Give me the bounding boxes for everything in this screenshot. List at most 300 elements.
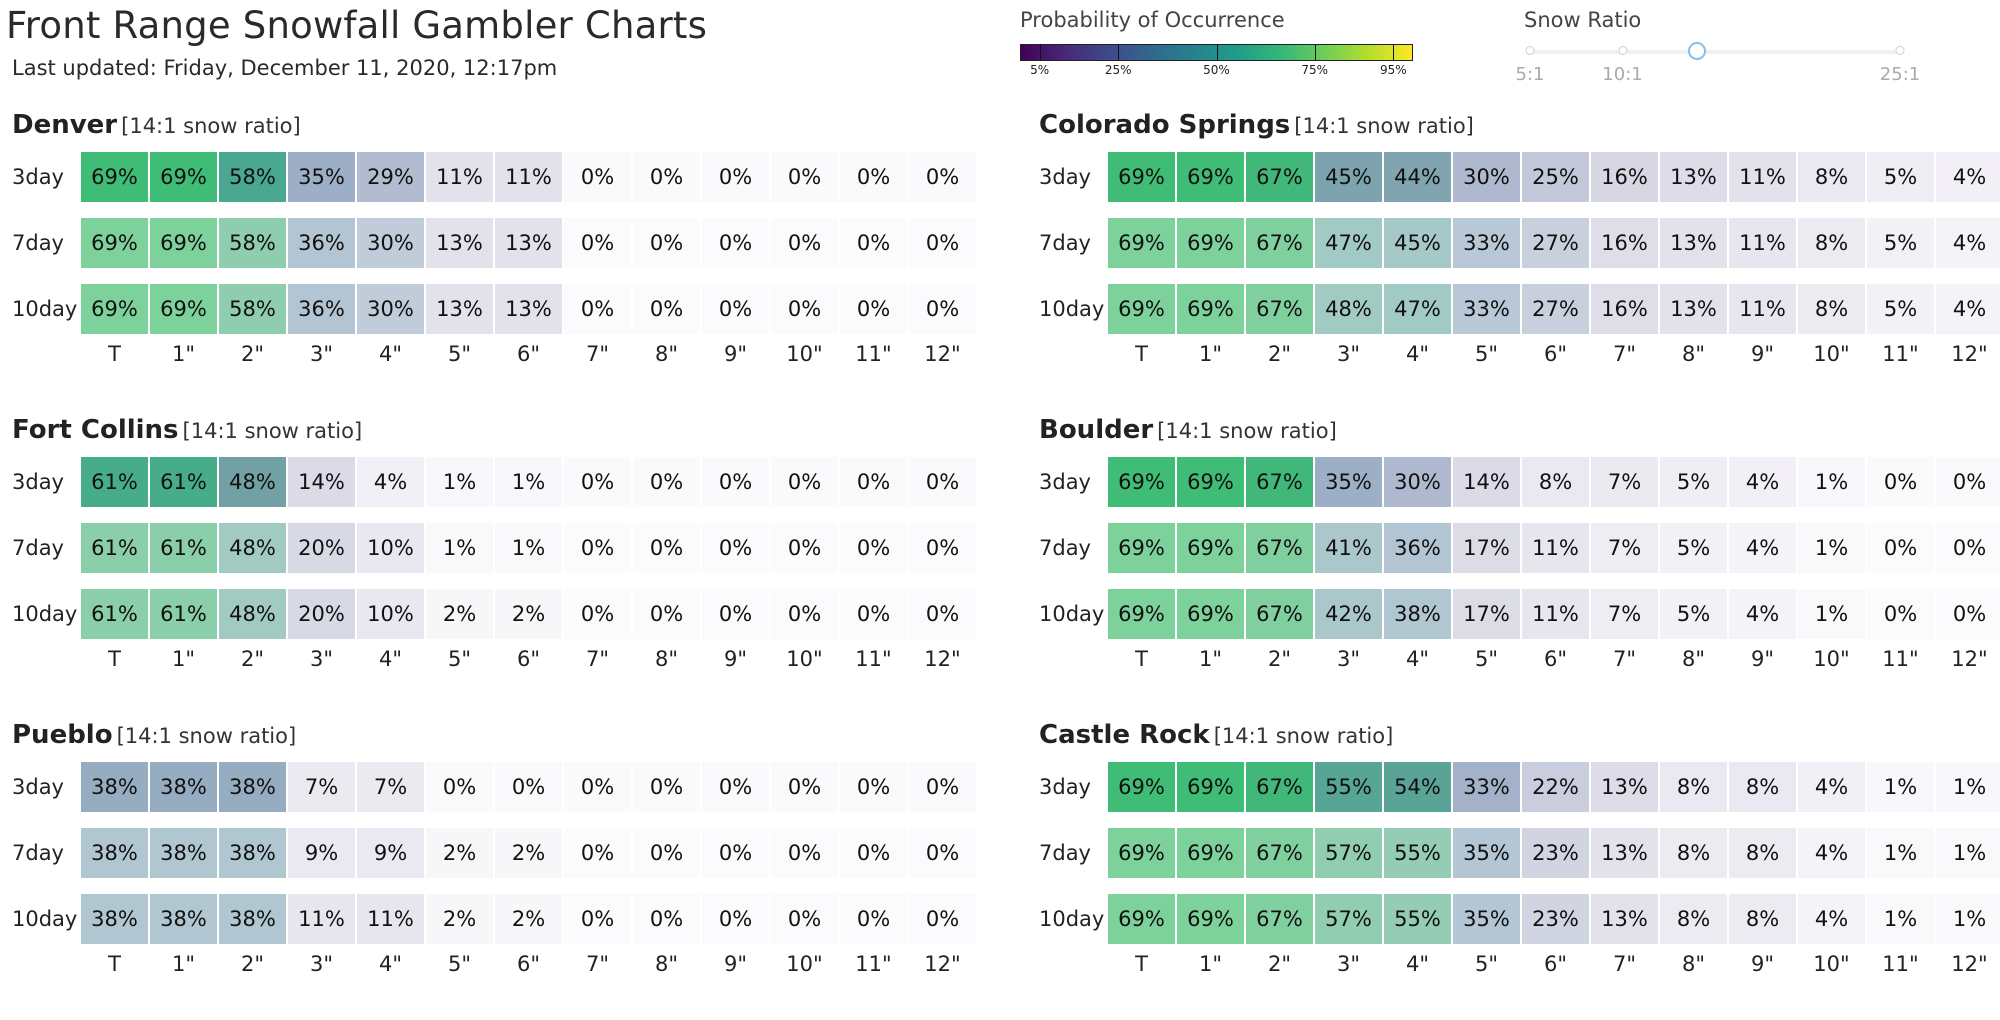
heatmap-cell: 4% bbox=[1936, 218, 2000, 268]
column-label: 4" bbox=[1405, 952, 1430, 976]
heatmap-cell: 38% bbox=[150, 762, 217, 812]
heatmap-cell: 9% bbox=[288, 828, 355, 878]
heatmap-cell: 69% bbox=[1108, 457, 1175, 507]
heatmap-cell: 69% bbox=[1177, 828, 1244, 878]
legend-tick bbox=[1217, 44, 1218, 61]
heatmap-cell: 69% bbox=[1108, 152, 1175, 202]
column-label: 5" bbox=[447, 952, 472, 976]
heatmap-cell: 4% bbox=[1798, 894, 1865, 944]
slider-handle[interactable] bbox=[1688, 42, 1706, 60]
panel-colorado-springs bbox=[1027, 110, 2000, 410]
panel-header bbox=[12, 720, 296, 750]
heatmap-cell: 0% bbox=[771, 894, 838, 944]
column-label: 9" bbox=[723, 342, 748, 366]
heatmap-cell: 67% bbox=[1246, 457, 1313, 507]
heatmap-cell: 8% bbox=[1729, 762, 1796, 812]
heatmap-cell: 13% bbox=[1660, 284, 1727, 334]
column-label: 10" bbox=[1813, 647, 1850, 671]
column-label: 12" bbox=[924, 647, 961, 671]
row-label: 10day bbox=[1039, 297, 1105, 321]
column-label: 4" bbox=[378, 952, 403, 976]
heatmap-cell: 14% bbox=[288, 457, 355, 507]
column-label: 4" bbox=[1405, 342, 1430, 366]
heatmap-cell: 67% bbox=[1246, 284, 1313, 334]
heatmap-cell: 0% bbox=[1936, 589, 2000, 639]
heatmap-cell: 5% bbox=[1867, 284, 1934, 334]
heatmap-cell: 8% bbox=[1729, 894, 1796, 944]
row-label: 10day bbox=[12, 907, 78, 931]
heatmap-cell: 0% bbox=[702, 523, 769, 573]
column-label: 6" bbox=[1543, 342, 1568, 366]
column-label: 1" bbox=[171, 342, 196, 366]
column-label: 9" bbox=[1750, 647, 1775, 671]
column-label: 9" bbox=[1750, 952, 1775, 976]
snow-ratio-label: [14:1 snow ratio] bbox=[121, 114, 301, 138]
column-label: T bbox=[108, 342, 121, 366]
column-label: 6" bbox=[1543, 952, 1568, 976]
heatmap-cell: 0% bbox=[1936, 523, 2000, 573]
heatmap-cell: 8% bbox=[1729, 828, 1796, 878]
heatmap-cell: 4% bbox=[1936, 284, 2000, 334]
heatmap-cell: 1% bbox=[1798, 589, 1865, 639]
heatmap-cell: 0% bbox=[840, 218, 907, 268]
heatmap-cell: 69% bbox=[1108, 218, 1175, 268]
heatmap-cell: 0% bbox=[564, 457, 631, 507]
heatmap-cell: 8% bbox=[1660, 762, 1727, 812]
panel-denver bbox=[0, 110, 990, 410]
column-label: 10" bbox=[1813, 952, 1850, 976]
column-label: 5" bbox=[1474, 952, 1499, 976]
heatmap-cell: 69% bbox=[81, 218, 148, 268]
heatmap-cell: 20% bbox=[288, 523, 355, 573]
heatmap-cell: 11% bbox=[357, 894, 424, 944]
column-label: 11" bbox=[855, 952, 892, 976]
heatmap-cell: 67% bbox=[1246, 152, 1313, 202]
panel-header bbox=[12, 110, 301, 140]
heatmap-cell: 8% bbox=[1798, 284, 1865, 334]
heatmap-cell: 44% bbox=[1384, 152, 1451, 202]
heatmap-cell: 22% bbox=[1522, 762, 1589, 812]
row-label: 10day bbox=[12, 602, 78, 626]
heatmap-cell: 0% bbox=[771, 284, 838, 334]
city-name: Fort Collins bbox=[12, 415, 179, 445]
row-label: 3day bbox=[12, 470, 64, 494]
heatmap-cell: 69% bbox=[1108, 894, 1175, 944]
row-label: 10day bbox=[1039, 907, 1105, 931]
heatmap-cell: 0% bbox=[633, 828, 700, 878]
heatmap-cell: 0% bbox=[1867, 457, 1934, 507]
heatmap-cell: 0% bbox=[840, 284, 907, 334]
heatmap-cell: 69% bbox=[1177, 589, 1244, 639]
heatmap-cell: 27% bbox=[1522, 284, 1589, 334]
heatmap-cell: 1% bbox=[1936, 762, 2000, 812]
heatmap-cell: 0% bbox=[702, 589, 769, 639]
heatmap-cell: 0% bbox=[771, 457, 838, 507]
heatmap-cell: 5% bbox=[1660, 523, 1727, 573]
heatmap-cell: 25% bbox=[1522, 152, 1589, 202]
heatmap-cell: 61% bbox=[150, 523, 217, 573]
heatmap-cell: 0% bbox=[564, 894, 631, 944]
heatmap-cell: 2% bbox=[426, 894, 493, 944]
heatmap-cell: 13% bbox=[1591, 828, 1658, 878]
heatmap-cell: 11% bbox=[426, 152, 493, 202]
snow-ratio-label: [14:1 snow ratio] bbox=[1294, 114, 1474, 138]
slider-track[interactable] bbox=[1530, 50, 1900, 54]
heatmap-cell: 1% bbox=[1867, 894, 1934, 944]
column-label: 12" bbox=[924, 952, 961, 976]
column-label: 7" bbox=[585, 647, 610, 671]
heatmap-cell: 23% bbox=[1522, 828, 1589, 878]
heatmap-cell: 0% bbox=[702, 762, 769, 812]
heatmap-cell: 35% bbox=[1453, 894, 1520, 944]
heatmap-cell: 16% bbox=[1591, 218, 1658, 268]
heatmap-cell: 0% bbox=[909, 284, 976, 334]
heatmap-cell: 13% bbox=[426, 284, 493, 334]
heatmap-cell: 8% bbox=[1798, 218, 1865, 268]
heatmap-cell: 33% bbox=[1453, 762, 1520, 812]
heatmap-cell: 1% bbox=[1798, 523, 1865, 573]
heatmap-cell: 67% bbox=[1246, 894, 1313, 944]
heatmap-cell: 0% bbox=[909, 152, 976, 202]
heatmap-cell: 11% bbox=[1729, 218, 1796, 268]
column-label: 3" bbox=[309, 342, 334, 366]
heatmap-cell: 0% bbox=[564, 284, 631, 334]
legend-tick bbox=[1118, 44, 1119, 61]
column-label: 3" bbox=[1336, 952, 1361, 976]
heatmap-cell: 69% bbox=[1177, 457, 1244, 507]
heatmap-cell: 0% bbox=[840, 523, 907, 573]
column-label: 4" bbox=[378, 342, 403, 366]
heatmap-cell: 1% bbox=[495, 523, 562, 573]
heatmap-cell: 2% bbox=[495, 828, 562, 878]
heatmap-cell: 13% bbox=[1591, 894, 1658, 944]
heatmap-cell: 36% bbox=[288, 284, 355, 334]
heatmap-cell: 0% bbox=[564, 218, 631, 268]
slider-mark-dot[interactable] bbox=[1526, 46, 1535, 55]
heatmap-cell: 8% bbox=[1798, 152, 1865, 202]
heatmap-cell: 0% bbox=[702, 894, 769, 944]
row-label: 10day bbox=[12, 297, 78, 321]
column-label: 6" bbox=[516, 342, 541, 366]
heatmap-cell: 55% bbox=[1384, 894, 1451, 944]
row-label: 3day bbox=[1039, 165, 1091, 189]
row-label: 7day bbox=[12, 841, 64, 865]
column-label: 7" bbox=[1612, 952, 1637, 976]
heatmap-cell: 2% bbox=[495, 894, 562, 944]
column-label: 8" bbox=[654, 342, 679, 366]
column-label: 6" bbox=[516, 647, 541, 671]
heatmap-cell: 0% bbox=[840, 152, 907, 202]
heatmap-cell: 69% bbox=[1177, 218, 1244, 268]
heatmap-cell: 20% bbox=[288, 589, 355, 639]
column-label: T bbox=[1135, 647, 1148, 671]
heatmap-cell: 0% bbox=[840, 894, 907, 944]
column-label: 4" bbox=[1405, 647, 1430, 671]
heatmap-cell: 69% bbox=[1177, 762, 1244, 812]
heatmap-cell: 4% bbox=[1798, 828, 1865, 878]
heatmap-cell: 11% bbox=[1522, 589, 1589, 639]
probability-legend bbox=[1020, 8, 1420, 77]
heatmap-cell: 54% bbox=[1384, 762, 1451, 812]
heatmap-cell: 69% bbox=[81, 284, 148, 334]
heatmap-cell: 0% bbox=[771, 589, 838, 639]
heatmap-cell: 69% bbox=[1108, 762, 1175, 812]
row-label: 7day bbox=[1039, 536, 1091, 560]
panel-header bbox=[1039, 110, 1474, 140]
heatmap-cell: 38% bbox=[81, 894, 148, 944]
heatmap-cell: 35% bbox=[1315, 457, 1382, 507]
slider-mark-label: 10:1 bbox=[1602, 64, 1643, 85]
column-label: 1" bbox=[171, 952, 196, 976]
heatmap-cell: 0% bbox=[633, 152, 700, 202]
heatmap-cell: 11% bbox=[288, 894, 355, 944]
heatmap-cell: 58% bbox=[219, 284, 286, 334]
snow-ratio-label: [14:1 snow ratio] bbox=[1157, 419, 1337, 443]
heatmap-cell: 55% bbox=[1384, 828, 1451, 878]
heatmap-cell: 55% bbox=[1315, 762, 1382, 812]
column-label: T bbox=[108, 952, 121, 976]
column-label: 6" bbox=[1543, 647, 1568, 671]
heatmap-cell: 33% bbox=[1453, 284, 1520, 334]
heatmap-cell: 0% bbox=[633, 894, 700, 944]
column-label: 1" bbox=[1198, 342, 1223, 366]
heatmap-cell: 13% bbox=[1660, 218, 1727, 268]
heatmap-cell: 38% bbox=[1384, 589, 1451, 639]
city-name: Boulder bbox=[1039, 415, 1154, 445]
heatmap-cell: 0% bbox=[633, 218, 700, 268]
heatmap-cell: 36% bbox=[288, 218, 355, 268]
column-label: 3" bbox=[309, 647, 334, 671]
column-label: 7" bbox=[585, 342, 610, 366]
heatmap-cell: 33% bbox=[1453, 218, 1520, 268]
heatmap-cell: 14% bbox=[1453, 457, 1520, 507]
column-label: 9" bbox=[1750, 342, 1775, 366]
heatmap-cell: 38% bbox=[219, 762, 286, 812]
legend-tick-label: 75% bbox=[1301, 63, 1329, 77]
heatmap-cell: 1% bbox=[1867, 762, 1934, 812]
heatmap-cell: 0% bbox=[909, 523, 976, 573]
legend-tick-label: 5% bbox=[1030, 63, 1050, 77]
column-label: 6" bbox=[516, 952, 541, 976]
heatmap-cell: 0% bbox=[840, 457, 907, 507]
column-label: 5" bbox=[447, 647, 472, 671]
heatmap-cell: 1% bbox=[1936, 828, 2000, 878]
heatmap-cell: 0% bbox=[771, 523, 838, 573]
legend-title: Probability of Occurrence bbox=[1020, 8, 1285, 32]
slider-mark-dot[interactable] bbox=[1618, 46, 1627, 55]
heatmap-cell: 1% bbox=[426, 523, 493, 573]
heatmap-cell: 67% bbox=[1246, 218, 1313, 268]
heatmap-cell: 4% bbox=[1729, 523, 1796, 573]
heatmap-cell: 10% bbox=[357, 589, 424, 639]
heatmap-cell: 30% bbox=[1453, 152, 1520, 202]
heatmap-cell: 69% bbox=[150, 218, 217, 268]
city-name: Pueblo bbox=[12, 720, 113, 750]
heatmap-cell: 0% bbox=[771, 762, 838, 812]
column-label: 7" bbox=[1612, 647, 1637, 671]
heatmap-cell: 38% bbox=[150, 828, 217, 878]
heatmap-cell: 61% bbox=[150, 589, 217, 639]
column-label: 12" bbox=[1951, 952, 1988, 976]
column-label: 8" bbox=[1681, 952, 1706, 976]
heatmap-cell: 2% bbox=[495, 589, 562, 639]
column-label: 11" bbox=[1882, 342, 1919, 366]
heatmap-cell: 0% bbox=[633, 589, 700, 639]
heatmap-cell: 4% bbox=[1936, 152, 2000, 202]
heatmap-cell: 17% bbox=[1453, 589, 1520, 639]
heatmap-cell: 38% bbox=[219, 894, 286, 944]
heatmap-cell: 5% bbox=[1660, 457, 1727, 507]
column-label: 10" bbox=[786, 342, 823, 366]
heatmap-cell: 0% bbox=[702, 218, 769, 268]
last-updated: Last updated: Friday, December 11, 2020, 12:17pm bbox=[12, 56, 558, 80]
row-label: 3day bbox=[12, 775, 64, 799]
heatmap-cell: 0% bbox=[633, 457, 700, 507]
legend-tick bbox=[1315, 44, 1316, 61]
heatmap-cell: 61% bbox=[81, 589, 148, 639]
panel-boulder bbox=[1027, 415, 2000, 715]
slider-mark-label: 5:1 bbox=[1515, 64, 1545, 85]
heatmap-cell: 0% bbox=[840, 762, 907, 812]
heatmap-cell: 67% bbox=[1246, 589, 1313, 639]
column-label: 10" bbox=[786, 647, 823, 671]
snow-ratio-label: [14:1 snow ratio] bbox=[1213, 724, 1394, 748]
legend-tick-label: 50% bbox=[1203, 63, 1230, 77]
heatmap-cell: 61% bbox=[150, 457, 217, 507]
heatmap-cell: 69% bbox=[81, 152, 148, 202]
heatmap-cell: 69% bbox=[1177, 284, 1244, 334]
legend-tick-label: 25% bbox=[1104, 63, 1132, 77]
column-label: 2" bbox=[1267, 342, 1292, 366]
column-label: 8" bbox=[654, 647, 679, 671]
column-label: 12" bbox=[1951, 342, 1988, 366]
slider-mark-label: 25:1 bbox=[1879, 64, 1921, 85]
heatmap-cell: 13% bbox=[426, 218, 493, 268]
heatmap-cell: 0% bbox=[702, 828, 769, 878]
legend-tick-label: 95% bbox=[1380, 63, 1407, 77]
column-label: 7" bbox=[585, 952, 610, 976]
city-name: Colorado Springs bbox=[1039, 110, 1291, 140]
heatmap-cell: 47% bbox=[1315, 218, 1382, 268]
heatmap-cell: 67% bbox=[1246, 828, 1313, 878]
heatmap-cell: 5% bbox=[1660, 589, 1727, 639]
column-label: 2" bbox=[1267, 647, 1292, 671]
panel-header bbox=[1039, 720, 1393, 750]
heatmap-cell: 1% bbox=[426, 457, 493, 507]
heatmap-cell: 11% bbox=[495, 152, 562, 202]
column-label: 2" bbox=[240, 342, 265, 366]
panel-header bbox=[1039, 415, 1337, 445]
snow-ratio-title: Snow Ratio bbox=[1524, 8, 1642, 32]
heatmap-cell: 0% bbox=[564, 589, 631, 639]
heatmap-cell: 69% bbox=[1108, 828, 1175, 878]
heatmap-cell: 1% bbox=[1798, 457, 1865, 507]
heatmap-cell: 48% bbox=[219, 523, 286, 573]
heatmap-cell: 41% bbox=[1315, 523, 1382, 573]
heatmap-cell: 5% bbox=[1867, 152, 1934, 202]
row-label: 7day bbox=[12, 231, 64, 255]
city-name: Castle Rock bbox=[1039, 720, 1210, 750]
heatmap-cell: 11% bbox=[1729, 284, 1796, 334]
column-label: 11" bbox=[1882, 952, 1919, 976]
heatmap-cell: 29% bbox=[357, 152, 424, 202]
heatmap-cell: 0% bbox=[1867, 589, 1934, 639]
heatmap-cell: 0% bbox=[909, 762, 976, 812]
column-label: 2" bbox=[240, 952, 265, 976]
heatmap-cell: 13% bbox=[495, 284, 562, 334]
heatmap-cell: 69% bbox=[1108, 523, 1175, 573]
heatmap-cell: 7% bbox=[357, 762, 424, 812]
heatmap-cell: 67% bbox=[1246, 523, 1313, 573]
panel-fort-collins bbox=[0, 415, 990, 715]
heatmap-cell: 0% bbox=[840, 589, 907, 639]
column-label: 9" bbox=[723, 647, 748, 671]
heatmap-cell: 0% bbox=[702, 152, 769, 202]
row-label: 3day bbox=[1039, 775, 1091, 799]
column-label: 3" bbox=[309, 952, 334, 976]
heatmap-cell: 45% bbox=[1315, 152, 1382, 202]
snow-ratio-slider[interactable] bbox=[1515, 8, 1944, 88]
column-label: 5" bbox=[1474, 647, 1499, 671]
column-label: T bbox=[108, 647, 121, 671]
column-label: 2" bbox=[1267, 952, 1292, 976]
heatmap-cell: 57% bbox=[1315, 894, 1382, 944]
heatmap-cell: 69% bbox=[1177, 894, 1244, 944]
heatmap-cell: 0% bbox=[909, 589, 976, 639]
heatmap-cell: 61% bbox=[81, 523, 148, 573]
heatmap-cell: 5% bbox=[1867, 218, 1934, 268]
heatmap-cell: 30% bbox=[357, 218, 424, 268]
heatmap-cell: 16% bbox=[1591, 284, 1658, 334]
heatmap-cell: 38% bbox=[81, 828, 148, 878]
column-label: 3" bbox=[1336, 342, 1361, 366]
heatmap-cell: 69% bbox=[150, 284, 217, 334]
heatmap-cell: 67% bbox=[1246, 762, 1313, 812]
heatmap-cell: 2% bbox=[426, 828, 493, 878]
heatmap-cell: 0% bbox=[909, 894, 976, 944]
heatmap-cell: 0% bbox=[633, 284, 700, 334]
heatmap-cell: 4% bbox=[1729, 589, 1796, 639]
heatmap-cell: 1% bbox=[495, 457, 562, 507]
column-label: T bbox=[1135, 952, 1148, 976]
column-label: 7" bbox=[1612, 342, 1637, 366]
column-label: 9" bbox=[723, 952, 748, 976]
column-label: 12" bbox=[1951, 647, 1988, 671]
heatmap-cell: 0% bbox=[909, 218, 976, 268]
column-label: 4" bbox=[378, 647, 403, 671]
heatmap-cell: 9% bbox=[357, 828, 424, 878]
column-label: 8" bbox=[1681, 342, 1706, 366]
heatmap-cell: 0% bbox=[564, 762, 631, 812]
heatmap-cell: 13% bbox=[1660, 152, 1727, 202]
column-label: 1" bbox=[171, 647, 196, 671]
heatmap-cell: 0% bbox=[909, 828, 976, 878]
heatmap-cell: 69% bbox=[150, 152, 217, 202]
heatmap-cell: 69% bbox=[1177, 523, 1244, 573]
column-label: 12" bbox=[924, 342, 961, 366]
heatmap-cell: 48% bbox=[1315, 284, 1382, 334]
slider-mark-dot[interactable] bbox=[1896, 46, 1905, 55]
heatmap-cell: 7% bbox=[1591, 589, 1658, 639]
heatmap-cell: 1% bbox=[1867, 828, 1934, 878]
heatmap-cell: 0% bbox=[771, 218, 838, 268]
heatmap-cell: 11% bbox=[1729, 152, 1796, 202]
row-label: 7day bbox=[1039, 841, 1091, 865]
heatmap-cell: 30% bbox=[357, 284, 424, 334]
heatmap-cell: 38% bbox=[81, 762, 148, 812]
heatmap-cell: 7% bbox=[1591, 523, 1658, 573]
heatmap-cell: 11% bbox=[1522, 523, 1589, 573]
